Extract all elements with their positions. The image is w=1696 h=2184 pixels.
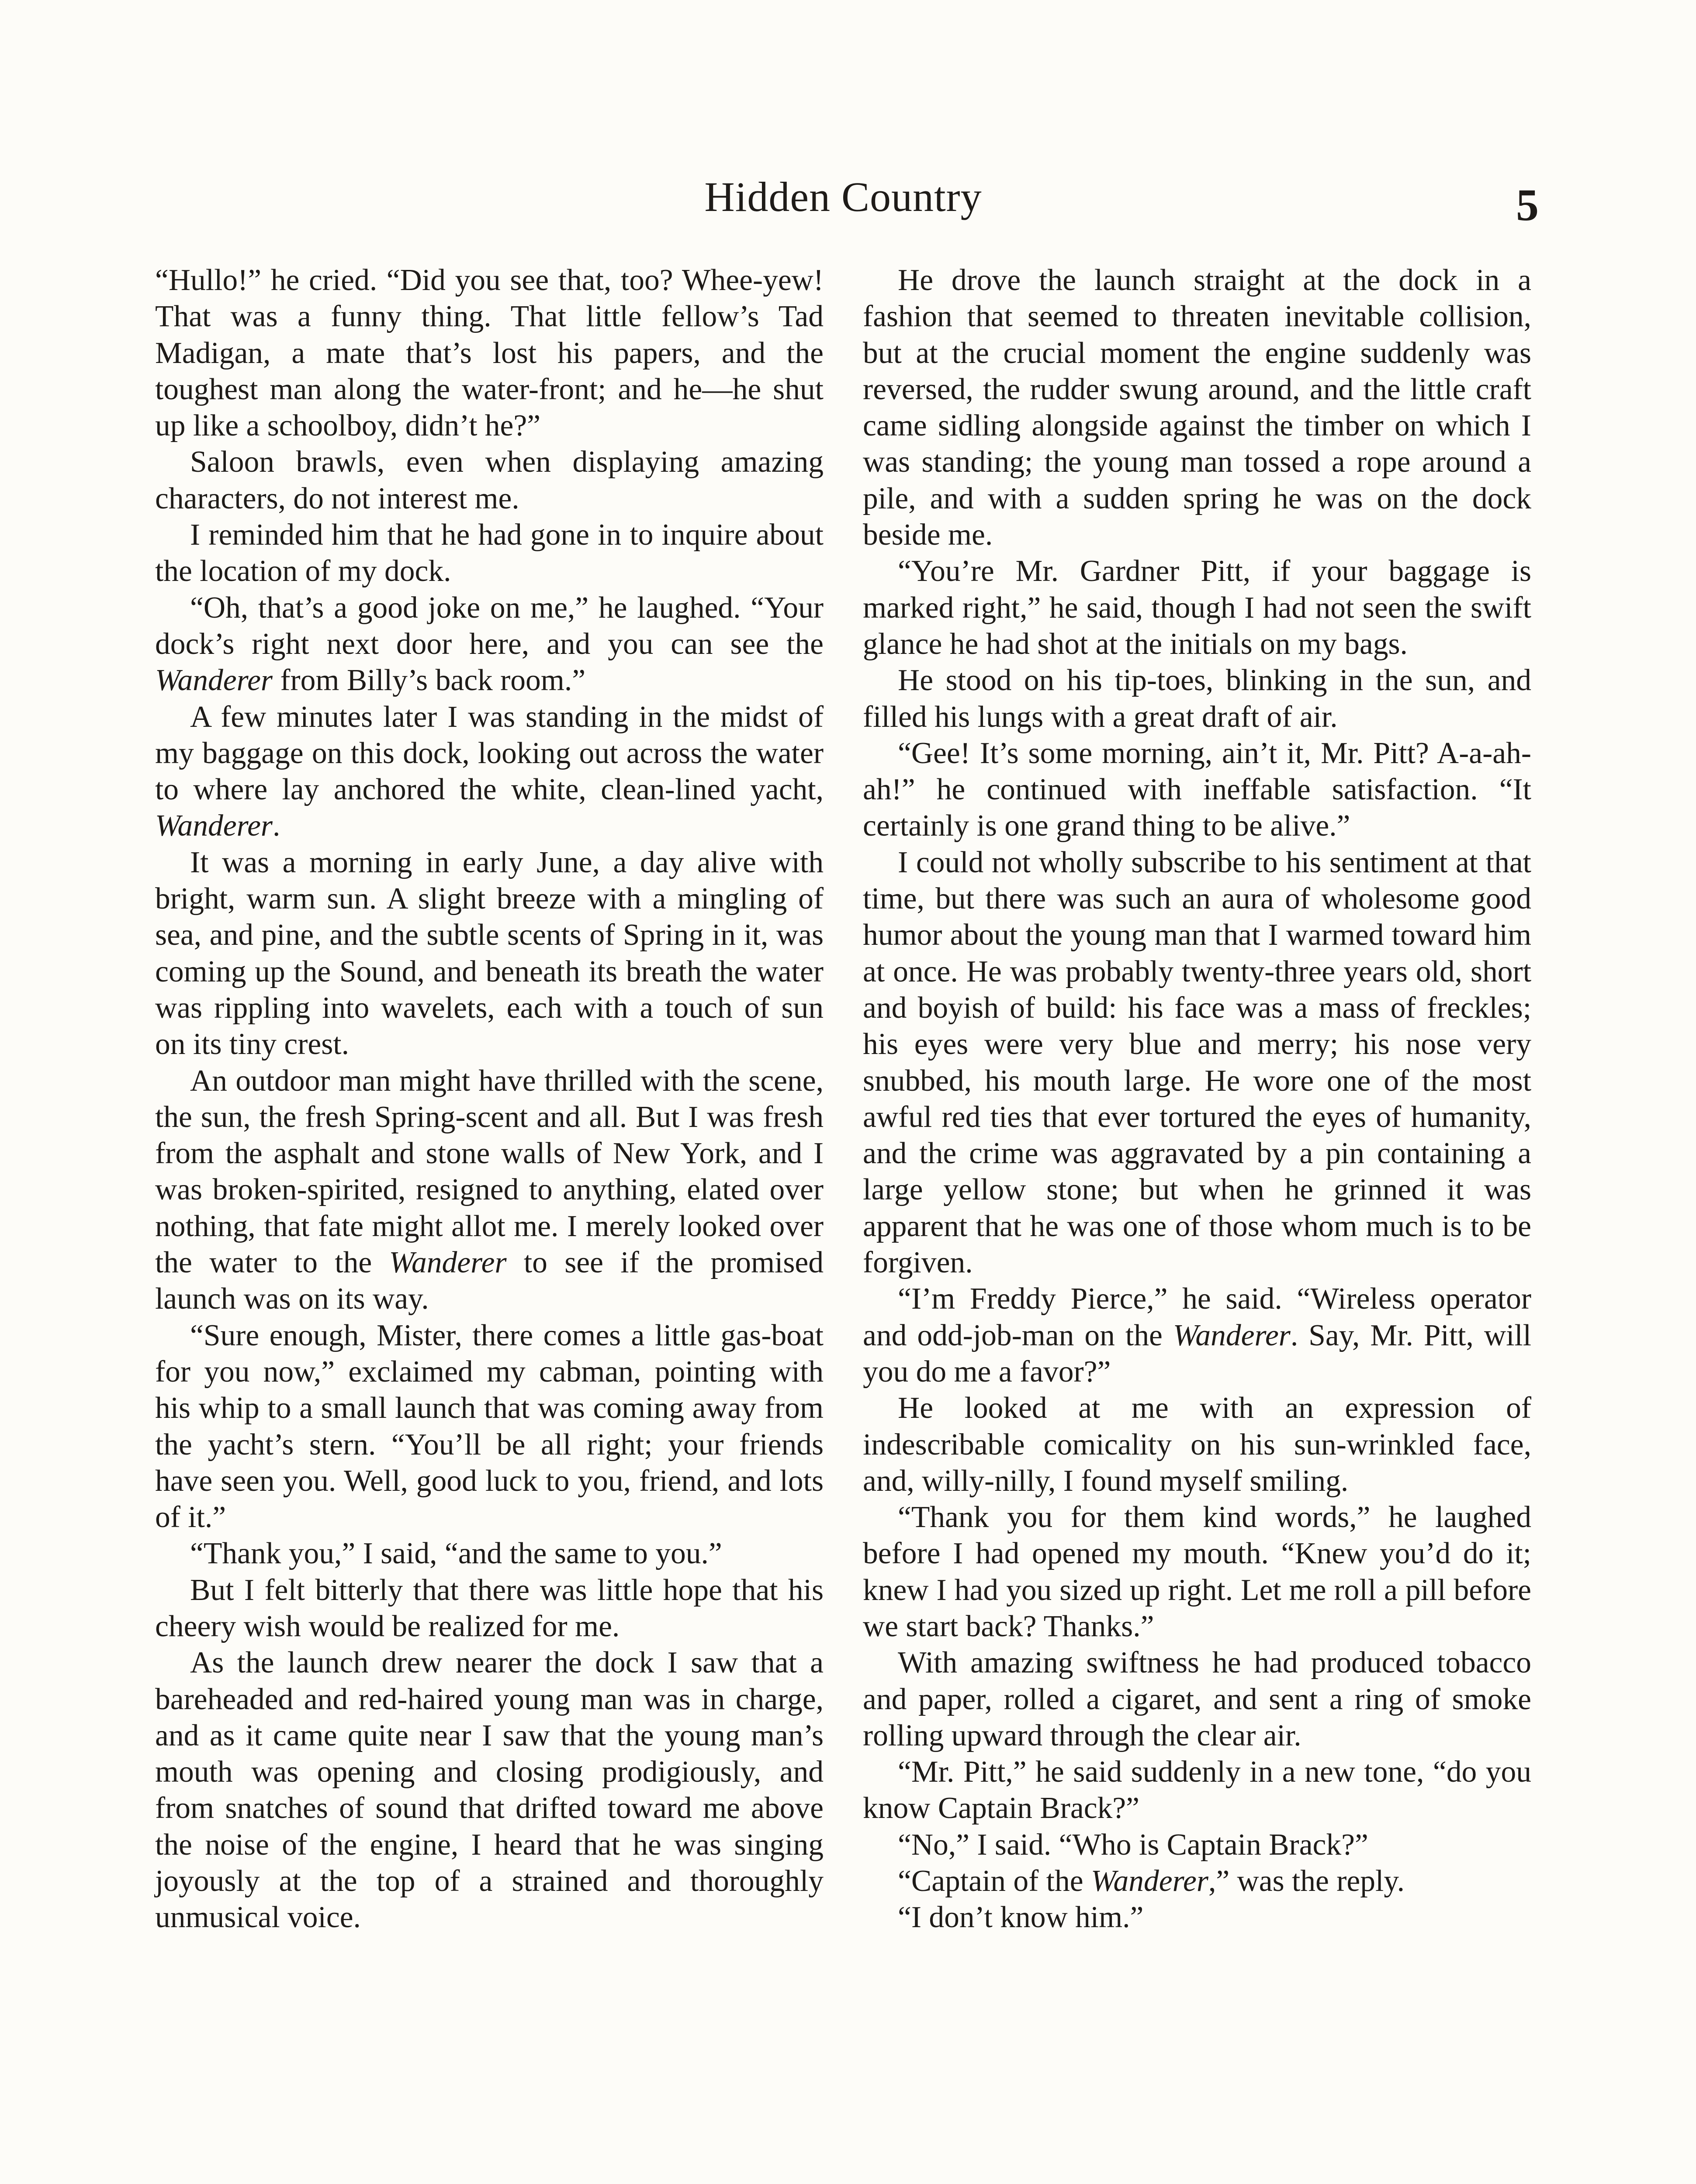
paragraph: An outdoor man might have thrilled with the scene, the sun, the fresh Spring-scent and all. But I was fresh from the asphalt and stone walls of New York, and I was broken-spirited, resigned to anything, elated over nothing, that fate might allot me. I merely looked over the water to the Wanderer to see if the promised launch was on its way. (155, 1064, 824, 1316)
paragraph: Saloon brawls, even when displaying amazing characters, do not interest me. (155, 445, 824, 515)
paragraph: “Captain of the Wanderer,” was the reply. (898, 1864, 1405, 1898)
paragraph: But I felt bitterly that there was little hope that his cheery wish would be realized for me. (155, 1573, 824, 1643)
yacht-name: Wanderer (1090, 1864, 1208, 1898)
yacht-name: Wanderer (155, 809, 273, 843)
paragraph: He looked at me with an expression of indescribable comicality on his sun-wrinkled face, and, willy-nilly, I found myself smiling. (863, 1391, 1531, 1498)
right-text-column (863, 262, 1531, 1936)
yacht-name: Wanderer (1173, 1318, 1291, 1352)
paragraph: “Gee! It’s some morning, ain’t it, Mr. Pitt? A-a-ah-ah!” he continued with ineffable satisfaction. “It certainly is one grand thing to be alive.” (863, 736, 1531, 843)
paragraph: “Thank you for them kind words,” he laughed before I had opened my mouth. “Knew you’d do it; knew I had you sized up right. Let me roll a pill before we start back? Thanks.” (863, 1500, 1531, 1643)
yacht-name: Wanderer (155, 663, 273, 698)
paragraph: “Thank you,” I said, “and the same to you.” (190, 1537, 722, 1571)
paragraph: “I’m Freddy Pierce,” he said. “Wireless operator and odd-job-man on the Wanderer. Say, Mr. Pitt, will you do me a favor?” (863, 1282, 1532, 1389)
paragraph: He stood on his tip-toes, blinking in the sun, and filled his lungs with a great draft of air. (863, 663, 1531, 734)
paragraph: “You’re Mr. Gardner Pitt, if your baggage is marked right,” he said, though I had not seen the swift glance he had shot at the initials on my bags. (863, 554, 1531, 661)
paragraph: “Hullo!” he cried. “Did you see that, too? Whee-yew! That was a funny thing. That little fellow’s Tad Madigan, a mate that’s lost his papers, and the toughest man along the water-front; and he—he shut up like a schoolboy, didn’t he?” (155, 263, 824, 443)
page-number: 5 (1516, 180, 1539, 230)
paragraph: “Mr. Pitt,” he said suddenly in a new tone, “do you know Captain Brack?” (863, 1755, 1531, 1825)
paragraph: “No,” I said. “Who is Captain Brack?” (898, 1828, 1368, 1862)
paragraph: “Oh, that’s a good joke on me,” he laughed. “Your dock’s right next door here, and you can see the Wanderer from Billy’s back room.” (155, 591, 824, 698)
left-text-column (155, 262, 824, 1936)
paragraph: He drove the launch straight at the dock in a fashion that seemed to threaten inevitable collision, but at the crucial moment the engine suddenly was reversed, the rudder swung around, and the little craft came sidling alongside against the timber on which I was standing; the young man tossed a rope around a pile, and with a sudden spring he was on the dock beside me. (863, 263, 1531, 552)
paragraph: “I don’t know him.” (898, 1901, 1144, 1935)
paragraph: I reminded him that he had gone in to inquire about the location of my dock. (155, 518, 824, 588)
paragraph: “Sure enough, Mister, there comes a little gas-boat for you now,” exclaimed my cabman, pointing with his whip to a small launch that was coming away from the yacht’s stern. “You’ll be all right; your friends have seen you. Well, good luck to you, friend, and lots of it.” (155, 1318, 824, 1534)
paragraph: As the launch drew nearer the dock I saw that a bareheaded and red-haired young man was in charge, and as it came quite near I saw that the young man’s mouth was opening and closing prodigiously, and from snatches of sound that drifted toward me above the noise of the engine, I heard that he was singing joyously at the top of a strained and thoroughly unmusical voice. (155, 1646, 824, 1935)
running-head-title: Hidden Country (704, 173, 982, 220)
paragraph: A few minutes later I was standing in the midst of my baggage on this dock, looking out across the water to where lay anchored the white, clean-lined yacht, Wanderer. (155, 700, 824, 843)
paragraph: I could not wholly subscribe to his sentiment at that time, but there was such an aura of wholesome good humor about the young man that I warmed toward him at once. He was probably twenty-three years old, short and boyish of build: his face was a mass of freckles; his eyes were very blue and merry; his nose very snubbed, his mouth large. He wore one of the most awful red ties that ever tortured the eyes of humanity, and the crime was aggravated by a pin containing a large yellow stone; but when he grinned it was apparent that he was one of those whom much is to be forgiven. (863, 845, 1531, 1280)
paragraph: With amazing swiftness he had produced tobacco and paper, rolled a cigaret, and sent a ring of smoke rolling upward through the clear air. (863, 1646, 1531, 1752)
paragraph: It was a morning in early June, a day alive with bright, warm sun. A slight breeze with a mingling of sea, and pine, and the subtle scents of Spring in it, was coming up the Sound, and beneath its breath the water was rippling into wavelets, each with a touch of sun on its tiny crest. (155, 845, 824, 1061)
yacht-name: Wanderer (389, 1246, 507, 1280)
